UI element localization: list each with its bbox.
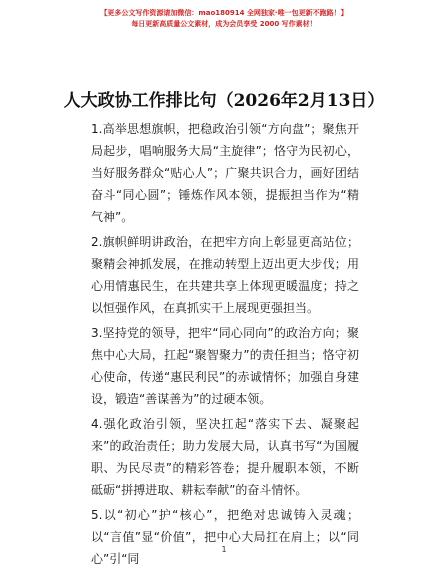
document-body [91, 118, 359, 573]
paragraph-2: 2.旗帜鲜明讲政治，在把牢方向上彰显更高站位；聚精会神抓发展，在推动转型上迈出更大步伐；用心用情惠民生，在共建共享上体现更暖温度；持之以恒强作风，在真抓实干上展现更强担当。 [91, 235, 359, 315]
document-title: 人大政协工作排比句（2026年2月13日） [63, 91, 385, 111]
promo-header [0, 8, 448, 30]
page-number: 1 [221, 545, 227, 554]
promo-line-2: 每日更新高质量公文素材，成为会员享受 2000 写作素材！ [131, 20, 317, 28]
paragraph-4: 4.强化政治引领，坚决扛起“落实下去、凝聚起来”的政治责任；助力发展大局，认真书写“为国履职、为民尽责”的精彩答卷；提升履职本领，不断砥砺“拼搏进取、耕耘奉献”的奋斗情怀。 [91, 417, 359, 497]
paragraph-5: 5.以“初心”护“核心”，把绝对忠诚铸入灵魂；以“言值”显“价值”，把中心大局扛在肩上；以“同心”引“同 [91, 508, 359, 566]
promo-line-1: 【更多公文写作资源请加微信：mao180914 全网独家·唯一包更新不跑路！】 [100, 9, 348, 17]
paragraph-1: 1.高举思想旗帜，把稳政治引领“方向盘”；聚焦开局起步，唱响服务大局“主旋律”；恪守为民初心，当好服务群众“贴心人”；广聚共识合力，画好团结奋斗“同心圆”；锤炼作风本领，提振担当作为“精气神”。 [91, 122, 359, 224]
paragraph-3: 3.坚持党的领导，把牢“同心同向”的政治方向；聚焦中心大局，扛起“聚智聚力”的责任担当；恪守初心使命，传递“惠民利民”的赤诚情怀；加强自身建设，锻造“善谋善为”的过硬本领。 [91, 326, 359, 406]
